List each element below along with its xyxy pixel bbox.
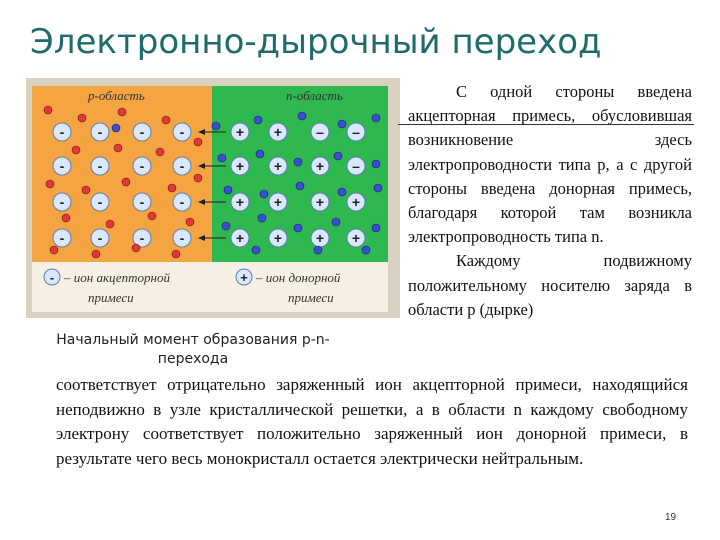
electron-carrier <box>314 246 322 254</box>
pn-junction-figure <box>26 78 400 318</box>
electron-carrier <box>362 246 370 254</box>
page-number: 19 <box>665 512 677 523</box>
hole-carrier <box>148 212 156 220</box>
electron-carrier <box>222 222 230 230</box>
ion-sign: - <box>97 230 103 246</box>
ion-sign: - <box>97 158 103 174</box>
donor-legend-line1: – ион донорной <box>256 270 341 285</box>
hole-carrier <box>106 220 114 228</box>
electron-carrier <box>252 246 260 254</box>
donor-legend-line2: примеси <box>288 290 334 305</box>
ion-sign: + <box>235 194 245 210</box>
electron-carrier <box>224 186 232 194</box>
ion-sign: - <box>139 194 145 210</box>
hole-carrier <box>194 174 202 182</box>
ion-sign: + <box>315 194 325 210</box>
ion-sign: - <box>179 158 185 174</box>
ion-sign: + <box>235 230 245 246</box>
hole-carrier <box>186 218 194 226</box>
figure-caption: Начальный момент образования p-n-перехода <box>56 332 330 367</box>
hole-carrier <box>114 144 122 152</box>
electron-carrier <box>112 124 120 132</box>
electron-carrier <box>294 224 302 232</box>
hole-carrier <box>72 146 80 154</box>
acceptor-legend-line2: примеси <box>88 290 134 305</box>
hole-carrier <box>62 214 70 222</box>
hole-carrier <box>194 138 202 146</box>
hole-carrier <box>82 186 90 194</box>
electron-carrier <box>338 120 346 128</box>
ion-sign: - <box>179 230 185 246</box>
hole-carrier <box>168 184 176 192</box>
hole-carrier <box>50 246 58 254</box>
electron-carrier <box>254 116 262 124</box>
electron-carrier <box>334 152 342 160</box>
electron-carrier <box>294 158 302 166</box>
ion-sign: + <box>235 158 245 174</box>
acceptor-legend-line1: – ион акцепторной <box>64 270 170 285</box>
electron-carrier <box>372 114 380 122</box>
hole-carrier <box>46 180 54 188</box>
ion-sign: + <box>351 194 361 210</box>
ion-sign: + <box>351 230 361 246</box>
ion-sign: - <box>59 194 65 210</box>
p-region-label: p-область <box>88 88 145 103</box>
hole-carrier <box>156 148 164 156</box>
hole-carrier <box>132 244 140 252</box>
electron-carrier <box>372 160 380 168</box>
svg-text:-: - <box>49 270 55 285</box>
electron-carrier <box>372 224 380 232</box>
ion-sign: - <box>59 230 65 246</box>
electron-carrier <box>258 214 266 222</box>
ion-sign: + <box>273 230 283 246</box>
ion-sign: - <box>139 230 145 246</box>
slide-title: Электронно-дырочный переход <box>30 22 602 62</box>
ion-sign: - <box>97 194 103 210</box>
electron-carrier <box>296 182 304 190</box>
hole-carrier <box>118 108 126 116</box>
ion-sign: - <box>179 194 185 210</box>
ion-sign: - <box>179 124 185 140</box>
electron-carrier <box>260 190 268 198</box>
hole-carrier <box>122 178 130 186</box>
ion-sign: + <box>235 124 245 140</box>
ion-sign: + <box>315 230 325 246</box>
svg-text:+: + <box>240 270 248 285</box>
electron-carrier <box>332 218 340 226</box>
hole-carrier <box>44 106 52 114</box>
right-paragraph-1: С одной стороны введена акцепторная примесь, обусловившая возникновение здесь электропроводности типа р, а с другой стороны введена донорная примесь, благодаря которой там возникла электропроводность типа n. <box>408 82 692 247</box>
hole-carrier <box>78 114 86 122</box>
electron-carrier <box>374 184 382 192</box>
electron-carrier <box>212 122 220 130</box>
ion-sign: - <box>97 124 103 140</box>
hole-carrier <box>92 250 100 258</box>
ion-sign: + <box>315 158 325 174</box>
ion-sign: – <box>352 158 360 174</box>
hole-carrier <box>172 250 180 258</box>
hole-carrier <box>162 116 170 124</box>
ion-sign: + <box>273 124 283 140</box>
electron-carrier <box>218 154 226 162</box>
right-paragraph-2: Каждому подвижному положительному носителю заряда в области р (дырке) <box>408 251 692 319</box>
n-region-label: n-область <box>286 88 343 103</box>
ion-sign: - <box>59 124 65 140</box>
bottom-paragraph: соответствует отрицательно заряженный ион акцепторной примеси, находящийся неподвижно в узле кристаллической решетки, а в области n каждому свободному электрону соответствует положительно заряженный ион донорной примеси, в результате чего весь монокристалл остается электрически нейтральным. <box>56 375 688 468</box>
ion-sign: - <box>139 124 145 140</box>
right-text-block <box>408 80 692 322</box>
ion-sign: - <box>139 158 145 174</box>
ion-sign: + <box>273 194 283 210</box>
ion-sign: + <box>273 158 283 174</box>
ion-sign: - <box>59 158 65 174</box>
ion-sign: – <box>352 124 360 140</box>
electron-carrier <box>298 112 306 120</box>
electron-carrier <box>338 188 346 196</box>
electron-carrier <box>256 150 264 158</box>
ion-sign: – <box>316 124 324 140</box>
